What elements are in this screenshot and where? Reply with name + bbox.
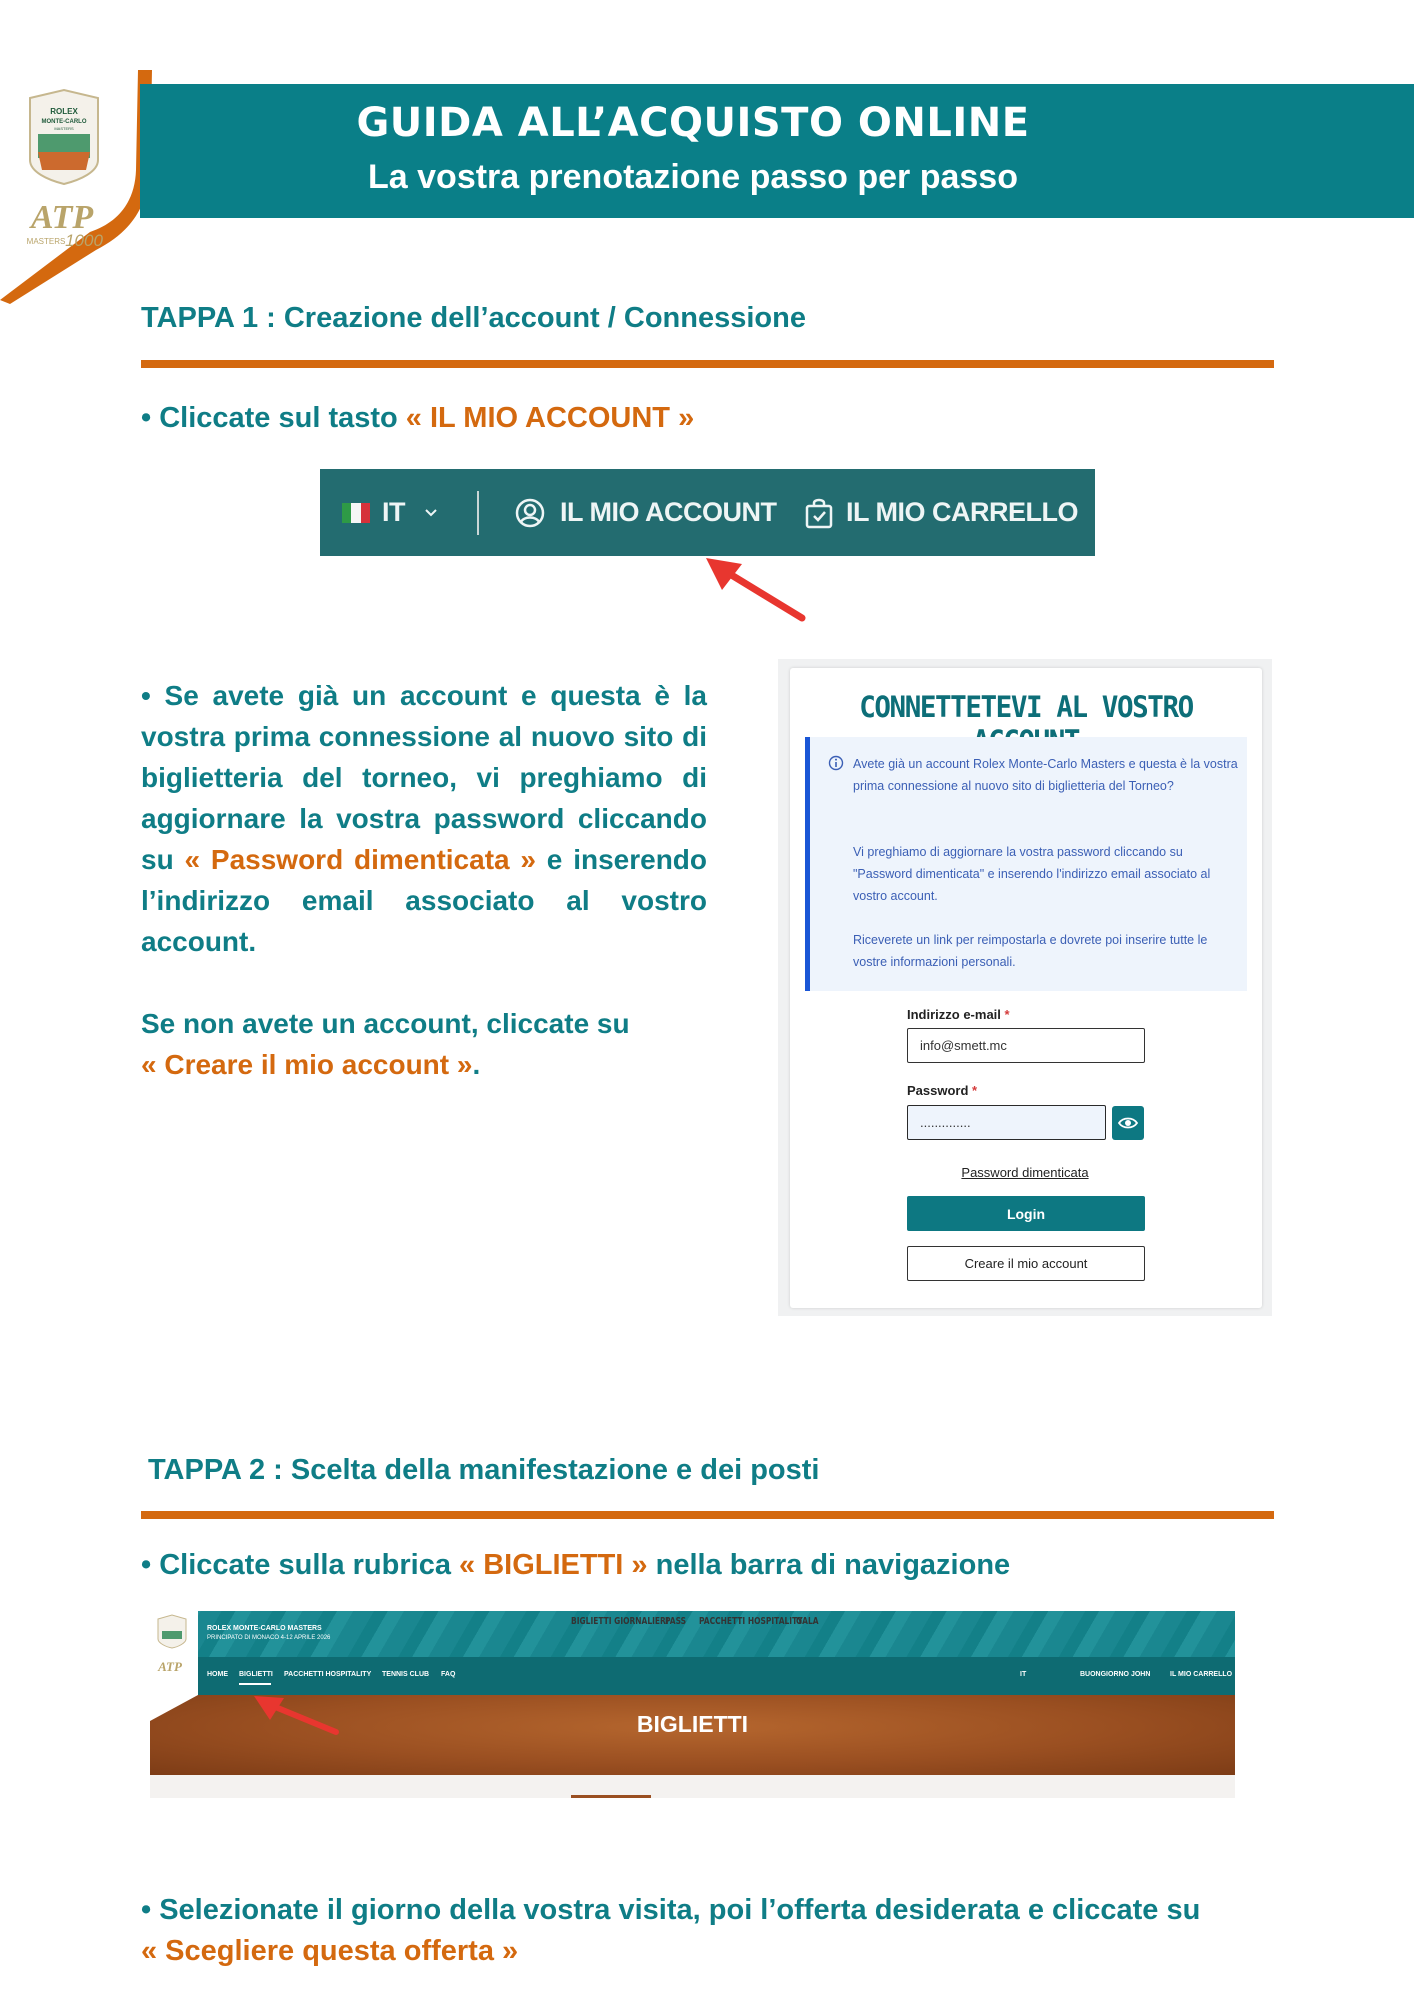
create-account-instructions: Se non avete un account, cliccate su « Creare il mio account ». xyxy=(141,1008,630,1080)
subnav-pass[interactable]: PASS xyxy=(665,1616,687,1627)
svg-text:1000: 1000 xyxy=(65,231,103,250)
my-cart-label: IL MIO CARRELLO xyxy=(846,497,1078,527)
active-tab-underline xyxy=(239,1683,271,1685)
banner-nav-hospitality[interactable]: PACCHETTI HOSPITALITY xyxy=(284,1671,372,1678)
banner-nav-tennis-club[interactable]: TENNIS CLUB xyxy=(382,1671,430,1678)
info-text-2: Vi preghiamo di aggiornare la vostra password cliccando su "Password dimenticata" e inserendo l'indirizzo email associato al vostro account. xyxy=(853,845,1211,903)
step1-divider xyxy=(141,360,1274,368)
svg-text:ATP: ATP xyxy=(158,1659,182,1674)
language-selector[interactable] xyxy=(342,469,439,556)
language-label: IT xyxy=(382,497,405,527)
subnav-hospitality[interactable]: PACCHETTI HOSPITALITY xyxy=(699,1616,803,1627)
step2-bullet: • Cliccate sulla rubrica « BIGLIETTI » nella barra di navigazione xyxy=(141,1549,1011,1581)
chevron-down-icon xyxy=(423,507,439,519)
bar-divider xyxy=(477,491,479,535)
step2-title: TAPPA 2 : Scelta della manifestazione e dei posti xyxy=(148,1454,820,1486)
info-text-1: Avete già un account Rolex Monte-Carlo Masters e questa è la vostra prima connessione al nuovo sito di biglietteria del Torneo? xyxy=(853,757,1238,793)
my-account-button[interactable] xyxy=(514,469,777,556)
email-field[interactable]: info@smett.mc xyxy=(907,1028,1145,1063)
step2-divider xyxy=(141,1511,1274,1519)
choose-offer-highlight: « Scegliere questa offerta » xyxy=(141,1935,519,1967)
banner-brand: ROLEX MONTE-CARLO MASTERS xyxy=(207,1625,322,1632)
step1-title: TAPPA 1 : Creazione dell’account / Connessione xyxy=(141,302,806,334)
forgot-password-highlight: « Password dimenticata » xyxy=(184,844,536,875)
banner-logo xyxy=(150,1611,198,1721)
password-field[interactable]: .............. xyxy=(907,1105,1106,1140)
user-circle-icon xyxy=(514,497,546,529)
logo-rolex-text: ROLEX xyxy=(50,107,78,116)
italy-flag-icon xyxy=(342,503,370,523)
banner-lang[interactable]: IT xyxy=(1020,1671,1027,1678)
banner-subnav xyxy=(150,1775,1235,1798)
banner-top xyxy=(150,1611,1235,1657)
info-icon xyxy=(828,755,844,771)
forgot-password-link[interactable]: Password dimenticata xyxy=(961,1165,1089,1180)
subnav-daily-tickets[interactable]: BIGLIETTI GIORNALIERI xyxy=(571,1616,669,1627)
my-account-label: IL MIO ACCOUNT xyxy=(560,497,777,527)
red-arrow-icon xyxy=(248,1690,343,1738)
subnav-active-underline xyxy=(571,1795,651,1798)
page-subtitle: La vostra prenotazione passo per passo xyxy=(368,158,1018,196)
banner-greeting[interactable]: BUONGIORNO JOHN xyxy=(1080,1671,1151,1678)
banner-nav-home[interactable]: HOME xyxy=(207,1671,228,1678)
svg-text:ATP: ATP xyxy=(30,199,94,236)
step1-bullet: • Cliccate sul tasto « IL MIO ACCOUNT » xyxy=(141,402,695,434)
banner-brand-sub: PRINCIPATO DI MONACO 4-12 APRILE 2026 xyxy=(207,1635,331,1641)
password-label: Password * xyxy=(907,1083,978,1098)
svg-text:MASTERS: MASTERS xyxy=(26,237,66,246)
email-label: Indirizzo e-mail * xyxy=(907,1007,1010,1022)
login-heading: CONNETTETEVI AL VOSTRO xyxy=(859,690,1193,724)
create-account-button[interactable]: Creare il mio account xyxy=(907,1246,1145,1281)
page-title: GUIDA ALL’ACQUISTO ONLINE xyxy=(356,100,1030,146)
account-highlight: « IL MIO ACCOUNT » xyxy=(405,402,695,434)
banner-nav-tickets[interactable]: BIGLIETTI xyxy=(239,1671,273,1678)
my-cart-button[interactable] xyxy=(804,469,1078,556)
subnav-gala[interactable]: GALA xyxy=(796,1616,819,1627)
red-arrow-icon xyxy=(700,550,810,625)
account-bar-screenshot xyxy=(320,469,1095,556)
info-text-3: Riceverete un link per reimpostarla e dovrete poi inserire tutte le vostre informazioni personali. xyxy=(853,933,1208,969)
account-instructions: • Se avete già un account e questa è la vostra prima connessione al nuovo sito di biglietteria del torneo, vi preghiamo di aggiornare la vostra password cliccando su « Password dimenticata » e inserendo l’indirizzo email associato al vostro account. xyxy=(141,680,707,957)
svg-text:MASTERS: MASTERS xyxy=(54,126,74,131)
eye-icon xyxy=(1112,1106,1144,1140)
info-box xyxy=(805,737,1247,991)
show-password-button[interactable] xyxy=(1112,1106,1144,1140)
svg-text:MONTE-CARLO: MONTE-CARLO xyxy=(41,119,87,125)
tournament-logo xyxy=(0,60,160,320)
banner-nav-faq[interactable]: FAQ xyxy=(441,1671,456,1678)
shopping-bag-icon xyxy=(804,497,834,529)
banner-cart[interactable]: IL MIO CARRELLO xyxy=(1170,1671,1233,1678)
step2-bullet-2: • Selezionate il giorno della vostra visita, poi l’offerta desiderata e cliccate su « Scegliere questa offerta » xyxy=(141,1890,1301,1972)
login-button[interactable]: Login xyxy=(907,1196,1145,1231)
create-account-highlight: « Creare il mio account » xyxy=(141,1049,473,1080)
tickets-highlight: « BIGLIETTI » xyxy=(459,1549,648,1581)
banner-hero-title: BIGLIETTI xyxy=(636,1711,749,1737)
